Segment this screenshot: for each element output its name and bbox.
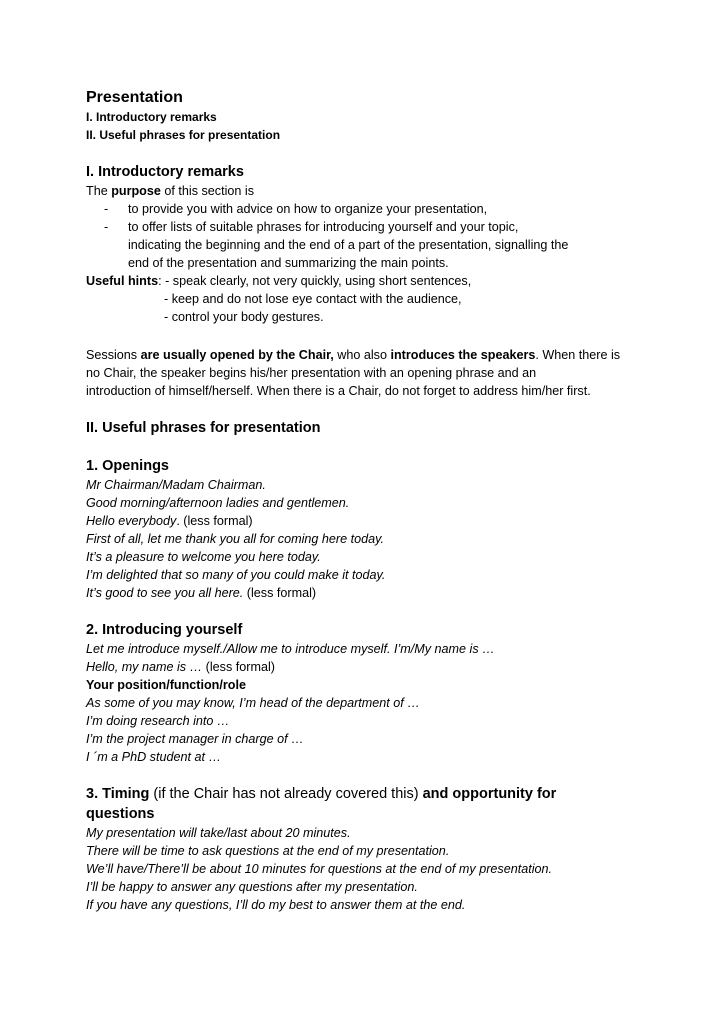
openings-line-3: Hello everybody. (less formal) [86, 514, 253, 528]
purpose-bullet-2: - to offer lists of suitable phrases for introducing yourself and your topic, [104, 220, 519, 234]
page-title: Presentation [86, 89, 183, 106]
sessions-paragraph-line-1: Sessions are usually opened by the Chair, who also introduces the speakers. When there is [86, 348, 621, 362]
sessions-paragraph-line-3: introduction of himself/herself. When there is a Chair, do not forget to address him/her first. [86, 384, 591, 398]
timing-line-4: I’ll be happy to answer any questions after my presentation. [86, 880, 418, 894]
introducing-heading: 2. Introducing yourself [86, 622, 243, 638]
useful-hint-2: - keep and do not lose eye contact with the audience, [164, 292, 462, 306]
timing-line-3: We’ll have/There’ll be about 10 minutes for questions at the end of my presentation. [86, 862, 553, 876]
introducing-line-4: I’m doing research into … [86, 714, 230, 728]
timing-heading: 3. Timing (if the Chair has not already covered this) and opportunity for [86, 786, 557, 802]
role-subheading: Your position/function/role [86, 678, 246, 692]
purpose-line: The purpose of this section is [86, 184, 254, 198]
openings-line-4: First of all, let me thank you all for coming here today. [86, 532, 384, 546]
timing-line-1: My presentation will take/last about 20 minutes. [86, 826, 351, 840]
purpose-bullet-1: - to provide you with advice on how to organize your presentation, [104, 202, 488, 216]
introducing-line-3: As some of you may know, I’m head of the department of … [86, 696, 420, 710]
timing-heading-cont: questions [86, 806, 155, 822]
purpose-bullet-2-cont-2: end of the presentation and summarizing the main points. [128, 256, 449, 270]
toc-item-2: II. Useful phrases for presentation [86, 128, 281, 142]
useful-hint-3: - control your body gestures. [164, 310, 324, 324]
useful-hints-line: Useful hints: - speak clearly, not very quickly, using short sentences, [86, 274, 472, 288]
toc-item-1: I. Introductory remarks [86, 110, 217, 124]
document-page [86, 88, 646, 914]
openings-line-6: I’m delighted that so many of you could make it today. [86, 568, 386, 582]
sessions-paragraph-line-2: no Chair, the speaker begins his/her presentation with an opening phrase and an [86, 366, 537, 380]
introducing-line-1: Let me introduce myself./Allow me to introduce myself. I’m/My name is … [86, 642, 495, 656]
openings-line-2: Good morning/afternoon ladies and gentlemen. [86, 496, 350, 510]
section2-heading: II. Useful phrases for presentation [86, 420, 321, 436]
openings-line-5: It’s a pleasure to welcome you here today. [86, 550, 321, 564]
openings-line-1: Mr Chairman/Madam Chairman. [86, 478, 266, 492]
introducing-line-6: I ´m a PhD student at … [86, 750, 222, 764]
purpose-bullet-2-cont-1: indicating the beginning and the end of a part of the presentation, signalling the [128, 238, 569, 252]
timing-line-5: If you have any questions, I’ll do my best to answer them at the end. [86, 898, 466, 912]
section1-heading: I. Introductory remarks [86, 164, 244, 180]
timing-line-2: There will be time to ask questions at the end of my presentation. [86, 844, 450, 858]
introducing-line-5: I’m the project manager in charge of … [86, 732, 304, 746]
introducing-line-2: Hello, my name is … (less formal) [86, 660, 275, 674]
openings-line-7: It’s good to see you all here. (less formal) [86, 586, 317, 600]
openings-heading: 1. Openings [86, 458, 169, 474]
